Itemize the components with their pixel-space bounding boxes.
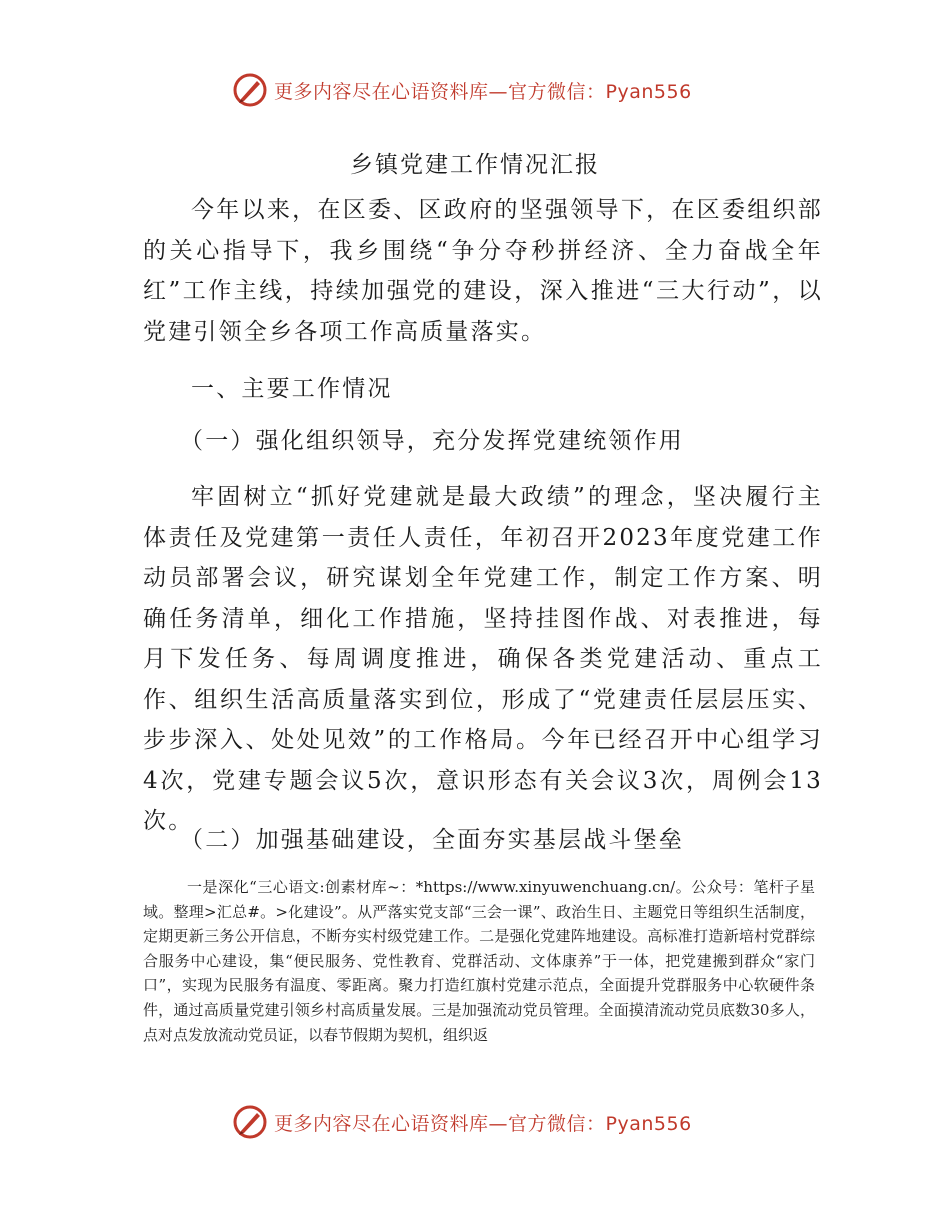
page-title: 乡镇党建工作情况汇报: [350, 152, 600, 178]
subsection-body-2: 一是深化“三心语文:创素材库~：*https://www.xinyuwenchuang.cn/。公众号：笔杆子星域。整理>汇总#。>化建设”。从严落实党支部“三会一课”、政治生日、主题党日等组织生活制度，定期更新三务公开信息，不断夯实村级党建工作。二是强化党建阵地建设。高标准打造新培村党群综合服务中心建设，集“便民服务、党性教育、党群活动、文体康养”于一体，把党建搬到群众“家门口”，实现为民服务有温度、零距离。聚力打造红旗村党建示范点，全面提升党群服务中心软硬件条件，通过高质量党建引领乡村高质量发展。三是加强流动党员管理。全面摸清流动党员底数30多人，点对点发放流动党员证，以春节假期为契机，组织返: [143, 878, 815, 1044]
section-heading-1: 一、主要工作情况: [191, 376, 393, 402]
footer-banner: [232, 1102, 712, 1142]
intro-paragraph: 今年以来，在区委、区政府的坚强领导下，在区委组织部的关心指导下，我乡围绕“争分夺秒拼经济、全力奋战全年红”工作主线，持续加强党的建设，深入推进“三大行动”，以党建引领全乡各项工作高质量落实。: [143, 197, 823, 345]
banner-text: 更多内容尽在心语资料库—官方微信：Pyan556: [274, 1112, 692, 1135]
pen-logo-icon: [232, 72, 268, 108]
subsection-heading-1: （一）强化组织领导，充分发挥党建统领作用: [180, 428, 684, 454]
subsection-heading-2: （二）加强基础建设，全面夯实基层战斗堡垒: [180, 827, 684, 853]
pen-logo-icon: [232, 1104, 268, 1140]
banner-text: 更多内容尽在心语资料库—官方微信：Pyan556: [274, 80, 692, 103]
header-banner: [232, 70, 712, 110]
subsection-body-1: 牢固树立“抓好党建就是最大政绩”的理念，坚决履行主体责任及党建第一责任人责任，年初召开2023年度党建工作动员部署会议，研究谋划全年党建工作，制定工作方案、明确任务清单，细化工作措施，坚持挂图作战、对表推进，每月下发任务、每周调度推进，确保各类党建活动、重点工作、组织生活高质量落实到位，形成了“党建责任层层压实、步步深入、处处见效”的工作格局。今年已经召开中心组学习4次，党建专题会议5次，意识形态有关会议3次，周例会13次。: [143, 484, 823, 834]
